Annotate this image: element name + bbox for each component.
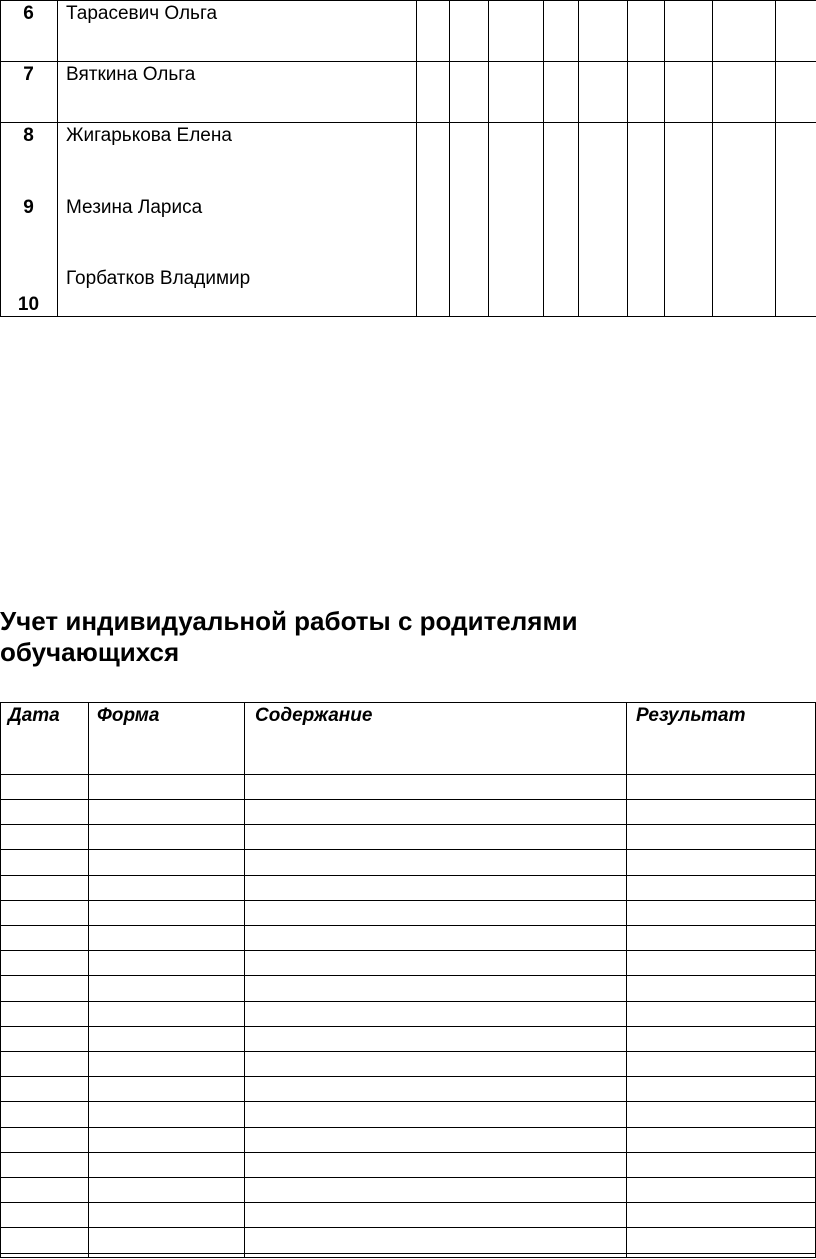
roster-col-border <box>543 0 544 317</box>
roster-col-border <box>627 0 628 317</box>
log-row-border <box>0 950 816 951</box>
section-title-line: Учет индивидуальной работы с родителями <box>0 606 578 636</box>
roster-row-number: 7 <box>23 64 34 85</box>
roster-col-border <box>488 0 489 317</box>
log-row-border <box>0 1101 816 1102</box>
roster-student-name: Мезина Лариса <box>66 197 203 218</box>
roster-row-number: 6 <box>23 3 34 24</box>
roster-row-border <box>0 122 816 123</box>
roster-row-number: 10 <box>17 294 40 315</box>
student-roster-table <box>0 0 816 318</box>
log-row-border <box>0 900 816 901</box>
log-row-border <box>0 1253 816 1254</box>
roster-col-border <box>57 0 58 317</box>
roster-col-border <box>712 0 713 317</box>
roster-student-name: Горбатков Владимир <box>66 268 251 289</box>
roster-student-name: Вяткина Ольга <box>66 64 196 85</box>
log-row-border <box>0 774 816 775</box>
roster-student-name: Жигарькова Елена <box>66 125 232 146</box>
roster-col-border <box>775 0 776 317</box>
log-row-border <box>0 1127 816 1128</box>
column-header-result: Результат <box>636 705 746 726</box>
log-row-border <box>0 1051 816 1052</box>
log-col-border <box>0 702 1 1258</box>
roster-row-number: 9 <box>23 197 34 218</box>
log-col-border <box>626 702 627 1258</box>
log-row-border <box>0 849 816 850</box>
log-row-border <box>0 1152 816 1153</box>
log-row-border <box>0 1026 816 1027</box>
log-row-border <box>0 702 816 703</box>
column-header-form: Форма <box>97 705 160 726</box>
roster-row-number: 8 <box>23 125 34 146</box>
section-title-line: обучающихся <box>0 637 180 667</box>
log-row-border <box>0 1257 816 1258</box>
log-row-border <box>0 975 816 976</box>
log-col-border <box>88 702 89 1258</box>
roster-col-border <box>449 0 450 317</box>
log-row-border <box>0 799 816 800</box>
log-row-border <box>0 875 816 876</box>
log-row-border <box>0 1202 816 1203</box>
parent-work-log-table <box>0 702 816 1258</box>
roster-row-border <box>0 316 816 317</box>
roster-col-border <box>578 0 579 317</box>
roster-row-border <box>0 61 816 62</box>
roster-row-border <box>0 0 816 1</box>
log-row-border <box>0 824 816 825</box>
log-row-border <box>0 1177 816 1178</box>
column-header-date: Дата <box>8 705 60 726</box>
log-row-border <box>0 1227 816 1228</box>
column-header-content: Содержание <box>255 705 373 726</box>
roster-col-border <box>416 0 417 317</box>
log-row-border <box>0 1001 816 1002</box>
roster-col-border <box>0 0 1 317</box>
log-row-border <box>0 925 816 926</box>
roster-student-name: Тарасевич Ольга <box>66 3 218 24</box>
section-title <box>0 606 816 668</box>
roster-col-border <box>664 0 665 317</box>
log-row-border <box>0 1076 816 1077</box>
log-col-border <box>244 702 245 1258</box>
